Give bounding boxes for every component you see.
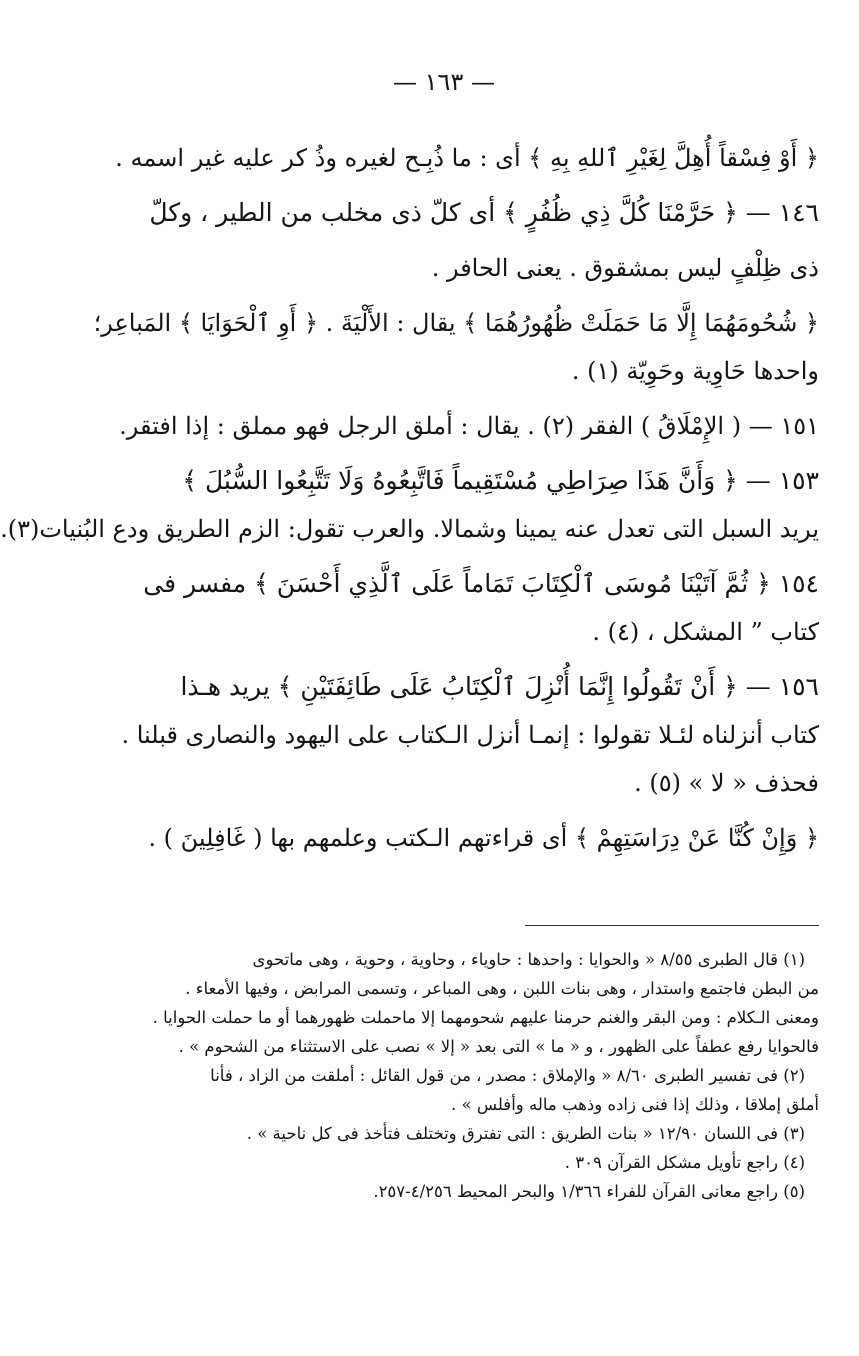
page-number: — ١٦٣ — — [393, 68, 495, 96]
footnote-line: فالحوايا رفع عطفاً على الظهور ، و « ما » التى بعد « إلا » نصب على الاستثناء من الشحوم » . — [178, 1037, 819, 1056]
text-line: يريد السبل التى تعدل عنه يمينا وشمالا. والعرب تقول: الزم الطريق ودع البُنيات(٣). — [0, 515, 819, 543]
footnote-divider — [525, 925, 819, 926]
text-line: ١٥١ — ( الإِمْلَاقُ ) الفقر (٢) . يقال : أملق الرجل فهو مملق : إذا افتقر. — [119, 412, 819, 440]
footnote-line: (٤) راجع تأويل مشكل القرآن ٣٠٩ . — [564, 1153, 805, 1172]
text-line: ١٤٦ — ﴿ حَرَّمْنَا كُلَّ ذِي ظُفُرٍ ﴾ أى كلّ ذى مخلب من الطير ، وكلّ — [149, 198, 819, 227]
text-line: كتاب ” المشكل ، (٤) . — [592, 618, 819, 646]
text-line: ﴿ أَوْ فِسْقاً أُهِلَّ لِغَيْرِ ٱللهِ بِهِ ﴾ أى : ما ذُبِـح لغيره وذُ كر عليه غير اسمه . — [115, 144, 819, 172]
footnote-line: ومعنى الـكلام : ومن البقر والغنم حرمنا عليهم شحومهما إلا ماحملت ظهورهما أو ما حملت الحوايا . — [152, 1008, 819, 1027]
footnote-line: (٣) فى اللسان ١٢/٩٠ « بنات الطريق : التى تفترق وتختلف فتأخذ فى كل ناحية » . — [246, 1124, 805, 1143]
text-line: ﴿ شُحُومَهُمَا إِلَّا مَا حَمَلَتْ ظُهُورُهُمَا ﴾ يقال : الأَلْيَةَ . ﴿ أَوِ ٱلْحَوَايَا ﴾ المَباعِر؛ — [93, 309, 819, 337]
footnote-line: من البطن فاجتمع واستدار ، وهى بنات اللبن ، وهى المباعر ، وتسمى المرابض ، وفيها الأمعاء . — [185, 979, 819, 998]
footnotes — [69, 948, 819, 1209]
text-line: ذى ظِلْفٍ ليس بمشقوق . يعنى الحافر . — [431, 254, 819, 282]
text-line: فحذف « لا » (٥) . — [634, 769, 819, 797]
footnote-line: (١) قال الطبرى ٨/٥٥ « والحوايا : واحدها : حاوياء ، وحاوية ، وحوية ، وهى ماتحوى — [252, 950, 805, 969]
footnote-line: أملق إملاقا ، وذلك إذا فنى زاده وذهب ماله وأفلس » . — [450, 1095, 819, 1114]
text-line: كتاب أنزلناه لئـلا تقولوا : إنمـا أنزل الـكتاب على اليهود والنصارى قبلنا . — [121, 721, 819, 749]
footnote-line: (٢) فى تفسير الطبرى ٨/٦٠ « والإملاق : مصدر ، من قول القائل : أملقت من الزاد ، فأنا — [210, 1066, 805, 1085]
text-line: واحدها حَاوِية وحَوِيّة (١) . — [571, 357, 819, 385]
text-line: ١٥٤ ﴿ ثُمَّ آتَيْنَا مُوسَى ٱلْكِتَابَ تَمَاماً عَلَى ٱلَّذِي أَحْسَنَ ﴾ مفسر فى — [143, 569, 819, 598]
text-line: ١٥٦ — ﴿ أَنْ تَقُولُوا إِنَّمَا أُنْزِلَ ٱلْكِتَابُ عَلَى طَائِفَتَيْنِ ﴾ يريد هـذا — [180, 672, 819, 701]
text-line: ﴿ وَإِنْ كُنَّا عَنْ دِرَاسَتِهِمْ ﴾ أى قراءتهم الـكتب وعلمهم بها ( غَافِلِينَ ) . — [148, 824, 819, 852]
main-text — [0, 142, 819, 877]
footnote-line: (٥) راجع معانى القرآن للفراء ١/٣٦٦ والبحر المحيط ٤/٢٥٦-٢٥٧. — [373, 1182, 805, 1201]
text-line: ١٥٣ — ﴿ وَأَنَّ هَذَا صِرَاطِي مُسْتَقِيماً فَاتَّبِعُوهُ وَلَا تَتَّبِعُوا السُّبُلَ ﴾ — [182, 466, 819, 495]
